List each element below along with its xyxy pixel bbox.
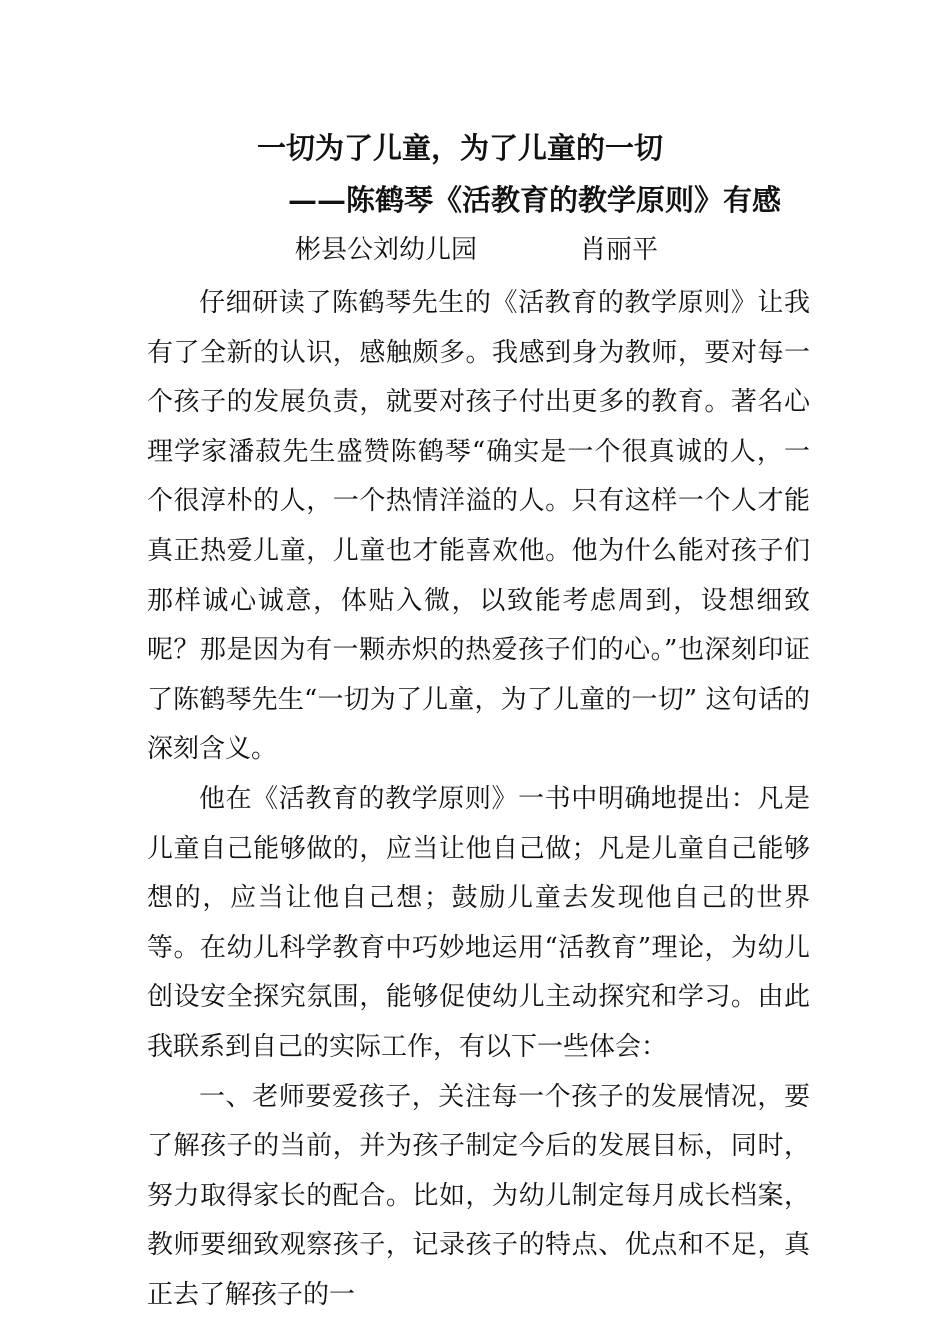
byline-organization: 彬县公刘幼儿园 [295,235,478,265]
paragraph-3: 一、老师要爱孩子，关注每一个孩子的发展情况，要了解孩子的当前，并为孩子制定今后的发展目标，同时，努力取得家长的配合。比如，为幼儿制定每月成长档案，教师要细致观察孩子，记录孩子的特点、优点和不足，真正去了解孩子的一 [147,1081,810,1310]
paragraph-2: 他在《活教育的教学原则》一书中明确地提出：凡是儿童自己能够做的，应当让他自己做；凡是儿童自己能够想的，应当让他自己想；鼓励儿童去发现他自己的世界等。在幼儿科学教育中巧妙地运用“活教育”理论，为幼儿创设安全探究氛围，能够促使幼儿主动探究和学习。由此我联系到自己的实际工作，有以下一些体会： [147,783,810,1062]
byline-author: 肖丽平 [580,235,659,265]
document-title: 一切为了儿童，为了儿童的一切 [256,131,663,165]
paragraph-1: 仔细研读了陈鹤琴先生的《活教育的教学原则》让我有了全新的认识，感触颇多。我感到身为教师，要对每一个孩子的发展负责，就要对孩子付出更多的教育。著名心理学家潘菽先生盛赞陈鹤琴“确实是一个很真诚的人，一个很淳朴的人，一个热情洋溢的人。只有这样一个人才能真正热爱儿童，儿童也才能喜欢他。他为什么能对孩子们那样诚心诚意，体贴入微，以致能考虑周到，设想细致呢？那是因为有一颗赤炽的热爱孩子们的心。”也深刻印证了陈鹤琴先生“一切为了儿童，为了儿童的一切” 这句话的深刻含义。 [147,288,810,765]
document-subtitle: ——陈鹤琴《活教育的教学原则》有感 [288,183,782,217]
document-body [147,279,810,1320]
